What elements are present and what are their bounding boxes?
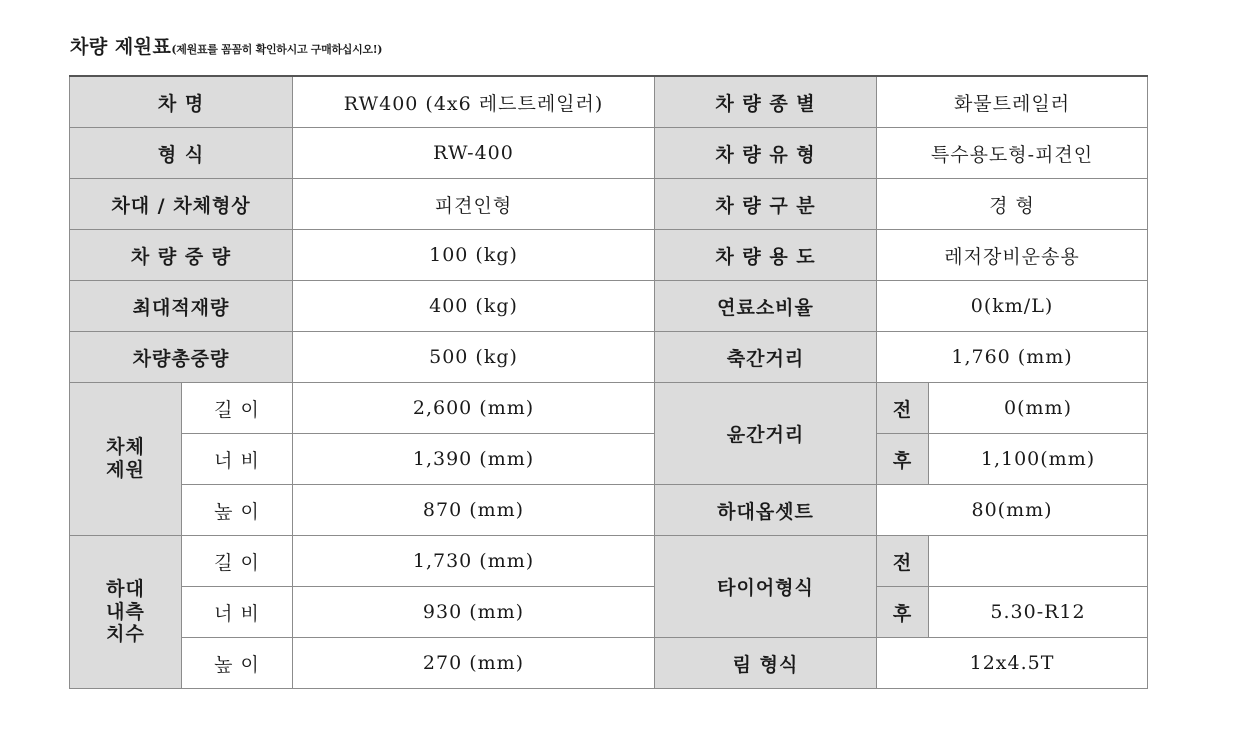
bed-group-line-2: 내측 [106, 600, 145, 623]
max-load-label: 최대적재량 [70, 281, 293, 332]
use-value: 레저장비운송용 [877, 230, 1148, 281]
offset-value: 80(mm) [877, 485, 1148, 536]
table-row [70, 638, 1148, 689]
table-row [70, 434, 1148, 485]
table-row [70, 179, 1148, 230]
offset-label: 하대옵셋트 [655, 485, 877, 536]
bed-dimensions-group-label [70, 536, 182, 689]
table-row [70, 281, 1148, 332]
gross-weight-value: 500 (kg) [293, 332, 655, 383]
body-shape-label: 차대 / 차체형상 [70, 179, 293, 230]
bed-length-value: 1,730 (mm) [293, 536, 655, 587]
tread-front-label: 전 [877, 383, 929, 434]
table-row [70, 128, 1148, 179]
table-row [70, 332, 1148, 383]
table-row [70, 485, 1148, 536]
spec-table [69, 75, 1148, 689]
tire-rear-label: 후 [877, 587, 929, 638]
class-label: 차 량 구 분 [655, 179, 877, 230]
tire-front-label: 전 [877, 536, 929, 587]
name-value: RW400 (4x6 레드트레일러) [293, 76, 655, 128]
name-label: 차 명 [70, 76, 293, 128]
tread-rear-label: 후 [877, 434, 929, 485]
title-note: (제원표를 꼼꼼히 확인하시고 구매하십시오!) [171, 43, 383, 56]
bed-width-value: 930 (mm) [293, 587, 655, 638]
title-main: 차량 제원표 [70, 36, 172, 58]
fuel-label: 연료소비율 [655, 281, 877, 332]
bed-width-label: 너 비 [182, 587, 293, 638]
body-group-line-1: 차체 [106, 436, 145, 459]
tread-front-value: 0(mm) [929, 383, 1148, 434]
tire-label: 타이어형식 [655, 536, 877, 638]
model-label: 형 식 [70, 128, 293, 179]
bed-height-value: 270 (mm) [293, 638, 655, 689]
class-value: 경 형 [877, 179, 1148, 230]
model-value: RW-400 [293, 128, 655, 179]
bed-group-line-3: 치수 [106, 623, 145, 646]
body-height-label: 높 이 [182, 485, 293, 536]
spec-sheet-title [70, 38, 382, 57]
bed-length-label: 길 이 [182, 536, 293, 587]
weight-value: 100 (kg) [293, 230, 655, 281]
table-row [70, 587, 1148, 638]
body-shape-value: 피견인형 [293, 179, 655, 230]
max-load-value: 400 (kg) [293, 281, 655, 332]
type-label: 차 량 유 형 [655, 128, 877, 179]
wheelbase-value: 1,760 (mm) [877, 332, 1148, 383]
rim-value: 12x4.5T [877, 638, 1148, 689]
tire-rear-value: 5.30-R12 [929, 587, 1148, 638]
rim-label: 림 형식 [655, 638, 877, 689]
body-group-line-2: 제원 [106, 459, 145, 481]
weight-label: 차 량 중 량 [70, 230, 293, 281]
bed-height-label: 높 이 [182, 638, 293, 689]
kind-label: 차 량 종 별 [655, 76, 877, 128]
table-row [70, 76, 1148, 128]
body-length-label: 길 이 [182, 383, 293, 434]
body-height-value: 870 (mm) [293, 485, 655, 536]
tread-rear-value: 1,100(mm) [929, 434, 1148, 485]
wheelbase-label: 축간거리 [655, 332, 877, 383]
body-length-value: 2,600 (mm) [293, 383, 655, 434]
bed-group-line-1: 하대 [106, 577, 145, 600]
body-width-label: 너 비 [182, 434, 293, 485]
fuel-value: 0(km/L) [877, 281, 1148, 332]
table-row [70, 383, 1148, 434]
body-width-value: 1,390 (mm) [293, 434, 655, 485]
kind-value: 화물트레일러 [877, 76, 1148, 128]
type-value: 특수용도형-피견인 [877, 128, 1148, 179]
table-row [70, 230, 1148, 281]
table-row [70, 536, 1148, 587]
tire-front-value [929, 536, 1148, 587]
body-dimensions-group-label [70, 383, 182, 536]
tread-label: 윤간거리 [655, 383, 877, 485]
gross-weight-label: 차량총중량 [70, 332, 293, 383]
use-label: 차 량 용 도 [655, 230, 877, 281]
